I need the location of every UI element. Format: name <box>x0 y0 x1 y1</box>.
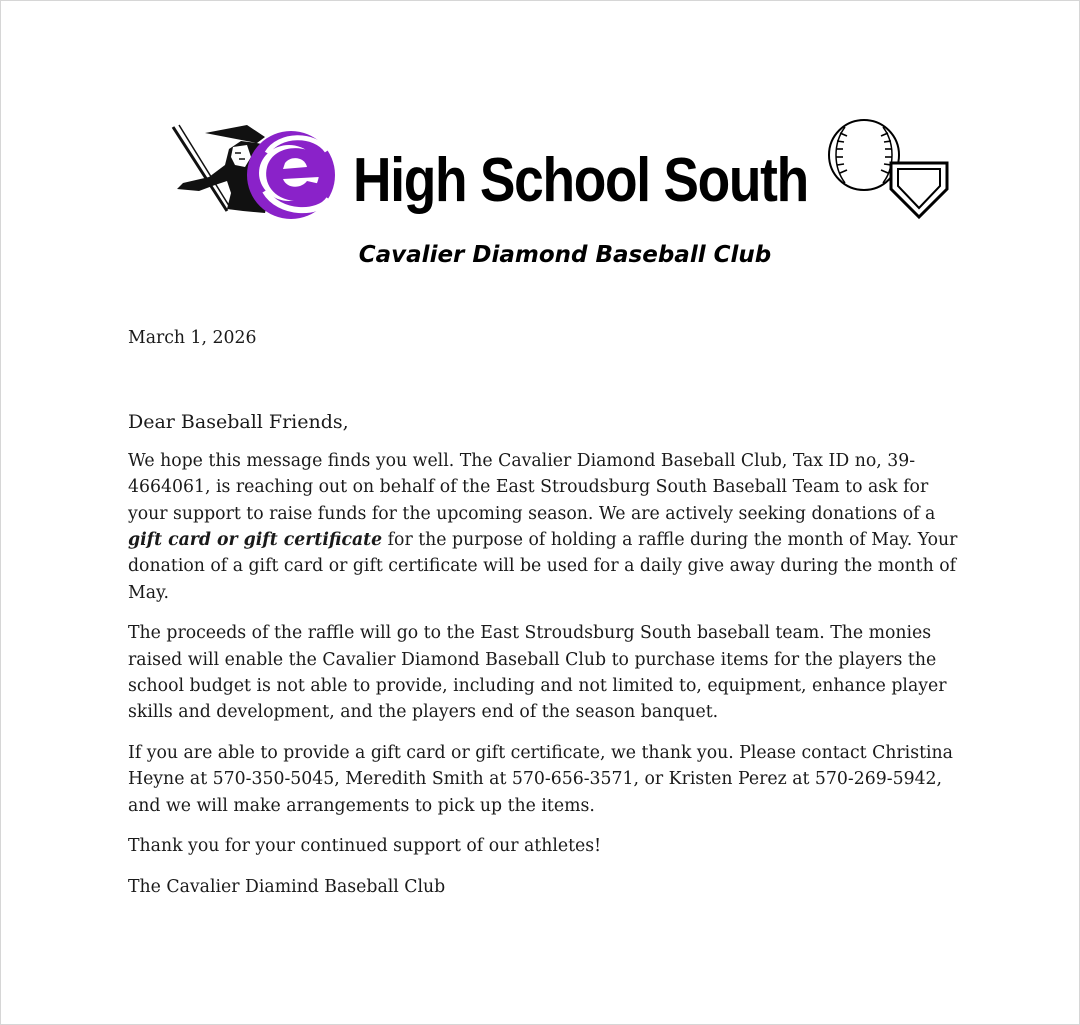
paragraph-text: We hope this message finds you well. The Cavalier Diamond Baseball Club, Tax ID no, 39-4664061, is reaching out on behalf of the East Stroudsburg South Baseball Team to ask for your support to raise funds for the upcoming season. We are actively seeking donations of a <box>128 450 936 524</box>
home-plate-icon <box>887 159 951 221</box>
letter-closing: Thank you for your continued support of our athletes! <box>128 836 602 857</box>
paragraph-proceeds: The proceeds of the raffle will go to the East Stroudsburg South baseball team. The monies raised will enable the Cavalier Diamond Baseball Club to purchase items for the players the school budget is not able to provide, including and not limited to, equipment, enhance player skills and development, and the players end of the season banquet. <box>128 623 947 723</box>
paragraph-text: for the purpose of holding a raffle during the month of May. Your donation of a gift card or gift certificate will be used for a daily give away during the month of May. <box>128 530 958 603</box>
letter-signature: The Cavalier Diamind Baseball Club <box>128 876 446 897</box>
school-name: High School South <box>353 146 808 215</box>
cavalier-logo <box>169 119 341 229</box>
paragraph-donation-request <box>128 448 958 606</box>
letter-date: March 1, 2026 <box>128 328 257 348</box>
club-name: Cavalier Diamond Baseball Club <box>358 242 772 268</box>
paragraph-contacts: If you are able to provide a gift card or gift certificate, we thank you. Please contact Christina Heyne at 570-350-5045, Meredith Smith at 570-656-3571, or Kristen Perez at 570-269-5942, and we will make arrangements to pick up the items. <box>128 742 953 816</box>
emphasized-text: gift card or gift certificate <box>128 530 383 551</box>
letterhead <box>1 1 1079 291</box>
letter-body <box>128 325 958 914</box>
letter-greeting: Dear Baseball Friends, <box>128 411 349 434</box>
